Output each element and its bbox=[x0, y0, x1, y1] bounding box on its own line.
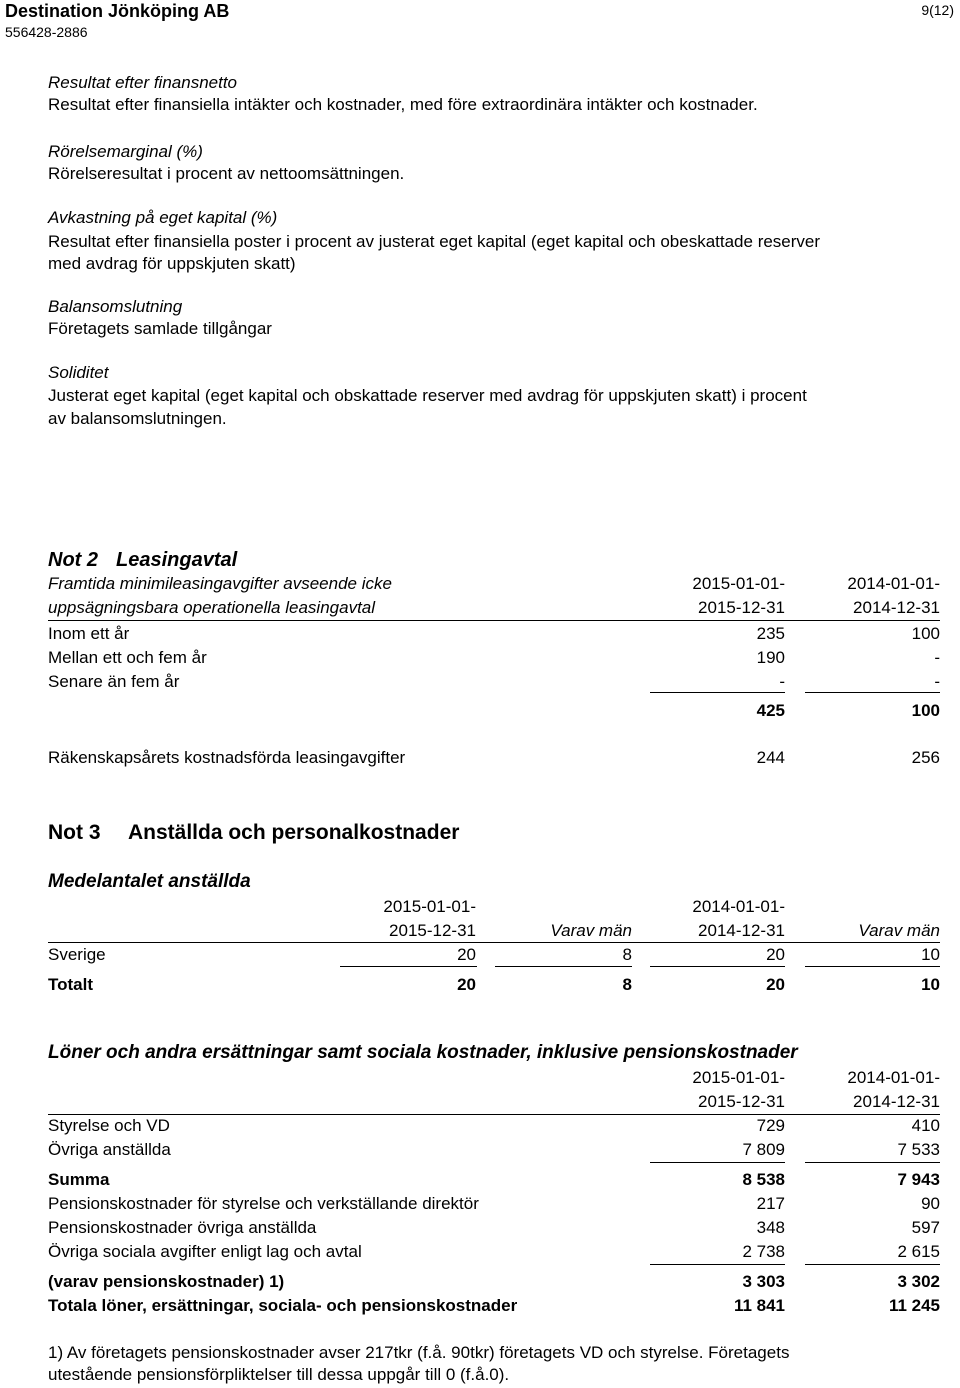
note2-total: 100 bbox=[911, 701, 940, 720]
salaries-row-label: Övriga sociala avgifter enligt lag och avtal bbox=[48, 1242, 362, 1261]
sum-rule bbox=[650, 1162, 785, 1163]
sum-rule bbox=[805, 1264, 940, 1265]
footnote-text: utestående pensionsförpliktelser till dessa uppgår till 0 (f.å.0). bbox=[48, 1365, 510, 1384]
employees-col1-header: 2015-12-31 bbox=[389, 921, 476, 940]
sum-rule bbox=[340, 966, 477, 967]
employees-total-value: 20 bbox=[457, 975, 476, 994]
definition-term: Balansomslutning bbox=[48, 297, 183, 316]
salaries-row-label: Summa bbox=[48, 1170, 110, 1189]
salaries-row-value: 729 bbox=[756, 1116, 785, 1135]
employees-row-value: 20 bbox=[457, 945, 476, 964]
note2-expensed-label: Räkenskapsårets kostnadsförda leasingavgifter bbox=[48, 748, 406, 767]
salaries-col2-header: 2014-01-01- bbox=[847, 1068, 940, 1087]
employees-col3-header: 2014-12-31 bbox=[698, 921, 785, 940]
note2-col2-header: 2014-12-31 bbox=[853, 598, 940, 617]
salaries-row-label: Styrelse och VD bbox=[48, 1116, 170, 1135]
employees-col1-header: 2015-01-01- bbox=[383, 897, 476, 916]
note2-subtitle: uppsägningsbara operationella leasingavtal bbox=[48, 598, 376, 617]
note2-row-label: Senare än fem år bbox=[48, 672, 180, 691]
employees-row-label: Sverige bbox=[48, 945, 106, 964]
table-rule bbox=[48, 1114, 940, 1115]
sum-rule bbox=[805, 966, 940, 967]
note2-expensed-value: 256 bbox=[911, 748, 940, 767]
note3-number: Not 3 bbox=[48, 821, 101, 844]
table-rule bbox=[48, 620, 940, 621]
salaries-row-value: 3 303 bbox=[742, 1272, 785, 1291]
salaries-row-label: Övriga anställda bbox=[48, 1140, 171, 1159]
note2-subtitle: Framtida minimileasingavgifter avseende icke bbox=[48, 574, 392, 593]
salaries-row-value: 2 615 bbox=[897, 1242, 940, 1261]
employees-row-value: 10 bbox=[921, 945, 940, 964]
page-number: 9(12) bbox=[921, 2, 954, 18]
note2-row-label: Inom ett år bbox=[48, 624, 130, 643]
salaries-row-value: 3 302 bbox=[897, 1272, 940, 1291]
salaries-row-value: 90 bbox=[921, 1194, 940, 1213]
employees-total-value: 20 bbox=[766, 975, 785, 994]
note2-expensed-value: 244 bbox=[756, 748, 785, 767]
salaries-row-label: Pensionskostnader övriga anställda bbox=[48, 1218, 317, 1237]
employees-heading: Medelantalet anställda bbox=[48, 871, 251, 892]
sum-rule bbox=[495, 966, 632, 967]
employees-col4-header: Varav män bbox=[858, 921, 940, 940]
employees-row-value: 8 bbox=[622, 945, 632, 964]
note3-title: Anställda och personalkostnader bbox=[128, 821, 460, 844]
salaries-row-value: 11 245 bbox=[888, 1296, 940, 1315]
note2-row-value: - bbox=[779, 672, 785, 691]
employees-total-value: 8 bbox=[622, 975, 632, 994]
employees-col3-header: 2014-01-01- bbox=[692, 897, 785, 916]
salaries-row-value: 7 809 bbox=[742, 1140, 785, 1159]
sum-rule bbox=[805, 692, 940, 693]
note2-total: 425 bbox=[756, 701, 785, 720]
salaries-col1-header: 2015-12-31 bbox=[698, 1092, 785, 1111]
definition-text: Företagets samlade tillgångar bbox=[48, 319, 272, 338]
note2-row-value: - bbox=[934, 672, 940, 691]
salaries-col2-header: 2014-12-31 bbox=[853, 1092, 940, 1111]
table-rule bbox=[48, 942, 940, 943]
definition-text: av balansomslutningen. bbox=[48, 409, 227, 428]
definition-term: Rörelsemarginal (%) bbox=[48, 142, 203, 161]
definition-text: Justerat eget kapital (eget kapital och obskattade reserver med avdrag för uppskjuten skatt) i procent bbox=[48, 386, 807, 405]
sum-rule bbox=[805, 1162, 940, 1163]
salaries-row-value: 348 bbox=[756, 1218, 785, 1237]
salaries-row-value: 8 538 bbox=[742, 1170, 785, 1189]
note2-row-value: 190 bbox=[756, 648, 785, 667]
salaries-row-label: Pensionskostnader för styrelse och verkställande direktör bbox=[48, 1194, 479, 1213]
note2-col1-header: 2015-12-31 bbox=[698, 598, 785, 617]
definition-text: Resultat efter finansiella poster i procent av justerat eget kapital (eget kapital och obeskattade reserver bbox=[48, 232, 821, 251]
footnote-text: 1) Av företagets pensionskostnader avser 217tkr (f.å. 90tkr) företagets VD och styrelse. Företagets bbox=[48, 1343, 790, 1362]
employees-total-label: Totalt bbox=[48, 975, 94, 994]
salaries-row-label: (varav pensionskostnader) 1) bbox=[48, 1272, 285, 1291]
note2-col2-header: 2014-01-01- bbox=[847, 574, 940, 593]
salaries-row-value: 7 533 bbox=[897, 1140, 940, 1159]
definition-term: Avkastning på eget kapital (%) bbox=[48, 208, 278, 227]
sum-rule bbox=[650, 1264, 785, 1265]
salaries-row-value: 217 bbox=[756, 1194, 785, 1213]
company-name: Destination Jönköping AB bbox=[5, 1, 230, 21]
employees-total-value: 10 bbox=[921, 975, 940, 994]
salaries-row-value: 410 bbox=[911, 1116, 940, 1135]
salaries-row-value: 11 841 bbox=[733, 1296, 785, 1315]
salaries-heading: Löner och andra ersättningar samt sociala kostnader, inklusive pensionskostnader bbox=[48, 1042, 798, 1063]
sum-rule bbox=[650, 966, 785, 967]
note2-row-label: Mellan ett och fem år bbox=[48, 648, 207, 667]
employees-row-value: 20 bbox=[766, 945, 785, 964]
note2-col1-header: 2015-01-01- bbox=[692, 574, 785, 593]
definition-text: med avdrag för uppskjuten skatt) bbox=[48, 254, 296, 273]
org-number: 556428-2886 bbox=[5, 24, 88, 40]
note2-number: Not 2 bbox=[48, 549, 98, 571]
salaries-col1-header: 2015-01-01- bbox=[692, 1068, 785, 1087]
employees-col2-header: Varav män bbox=[550, 921, 632, 940]
definition-term: Soliditet bbox=[48, 363, 109, 382]
sum-rule bbox=[650, 692, 785, 693]
salaries-row-value: 7 943 bbox=[897, 1170, 940, 1189]
definition-text: Rörelseresultat i procent av nettoomsättningen. bbox=[48, 164, 405, 183]
note2-row-value: 235 bbox=[756, 624, 785, 643]
note2-row-value: - bbox=[934, 648, 940, 667]
note2-row-value: 100 bbox=[911, 624, 940, 643]
note2-title: Leasingavtal bbox=[116, 549, 238, 571]
salaries-row-label: Totala löner, ersättningar, sociala- och pensionskostnader bbox=[48, 1296, 518, 1315]
salaries-row-value: 597 bbox=[911, 1218, 940, 1237]
definition-term: Resultat efter finansnetto bbox=[48, 73, 238, 92]
definition-text: Resultat efter finansiella intäkter och kostnader, med före extraordinära intäkter och kostnader. bbox=[48, 95, 758, 114]
salaries-row-value: 2 738 bbox=[742, 1242, 785, 1261]
